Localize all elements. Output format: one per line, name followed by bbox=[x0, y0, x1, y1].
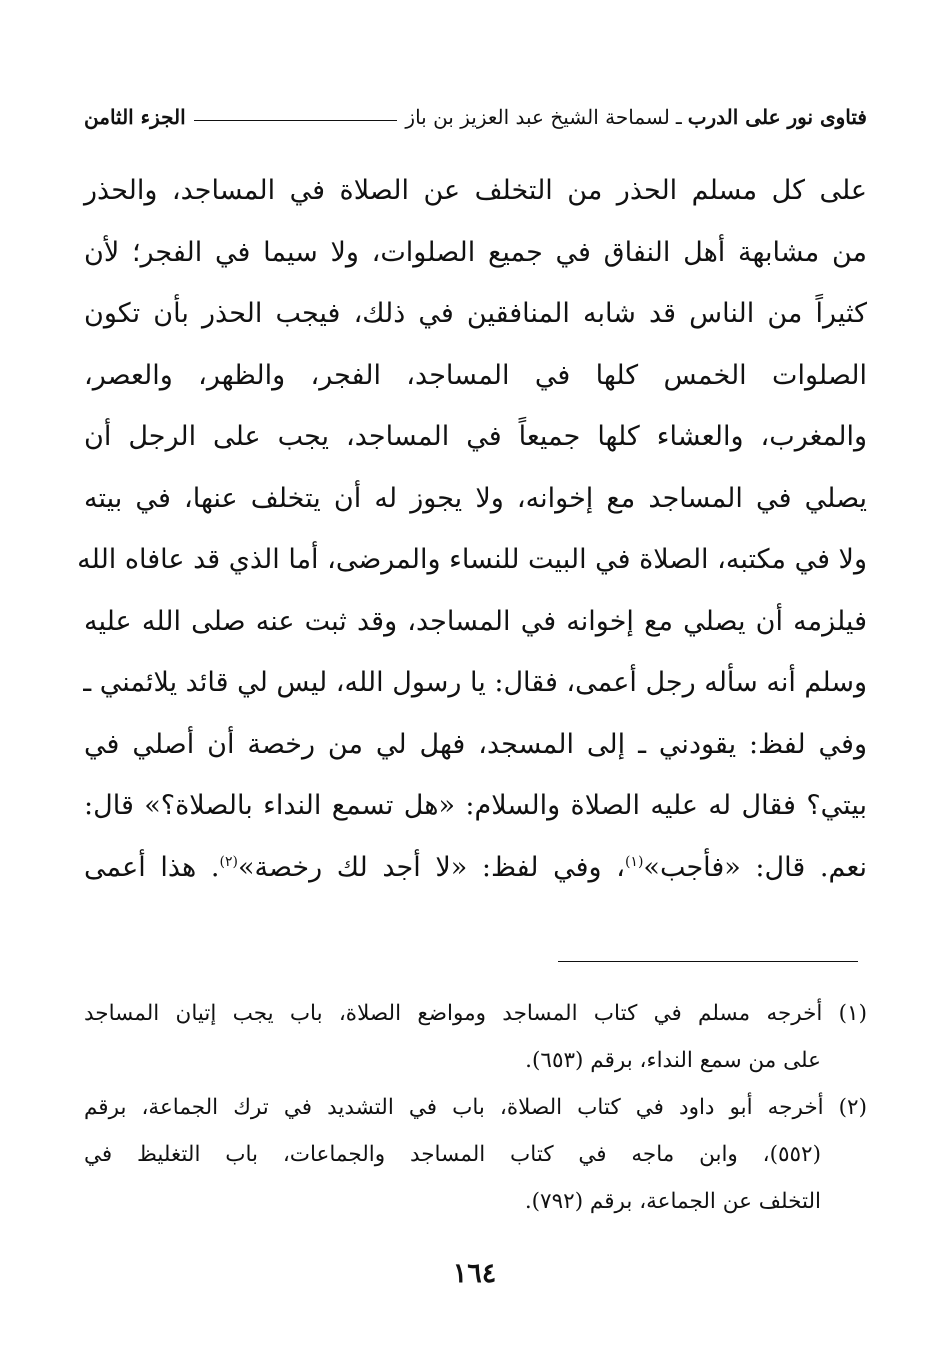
footnote-line: (١) أخرجه مسلم في كتاب المساجد ومواضع الصلاة، باب يجب إتيان المساجد bbox=[84, 1001, 867, 1026]
main-text bbox=[77, 160, 868, 898]
author-name: لسماحة الشيخ عبد العزيز بن باز bbox=[405, 105, 670, 129]
running-header bbox=[84, 100, 867, 134]
text-line: يصلي في المساجد مع إخوانه، ولا يجوز له أن يتخلف عنها، في بيته bbox=[84, 482, 867, 514]
book-title: فتاوى نور على الدرب bbox=[687, 105, 867, 129]
footnote-line: التخلف عن الجماعة، برقم (٧٩٢). bbox=[524, 1189, 821, 1214]
text-line: والمغرب، والعشاء كلها جميعاً في المساجد، يجب على الرجل أن bbox=[84, 421, 867, 452]
last-line-part1: نعم. قال: «فأجب» bbox=[643, 851, 868, 883]
footnote-ref-1[interactable]: (١) bbox=[624, 853, 644, 870]
footnote-2 bbox=[84, 1084, 867, 1225]
header-rule bbox=[194, 120, 398, 121]
part-label: الجزء الثامن bbox=[84, 105, 186, 129]
last-line-part2: ، وفي لفظ: «لا أجد لك رخصة» bbox=[237, 851, 625, 883]
text-line: من مشابهة أهل النفاق في جميع الصلوات، ولا سيما في الفجر؛ لأن bbox=[84, 236, 867, 268]
text-line: الصلوات الخمس كلها في المساجد، الفجر، والظهر، والعصر، bbox=[84, 359, 867, 391]
header-separator: ـ bbox=[675, 105, 682, 129]
footnote-line: (٥٥٢)، وابن ماجه في كتاب المساجد والجماعات، باب التغليظ في bbox=[84, 1142, 821, 1167]
text-line: كثيراً من الناس قد شابه المنافقين في ذلك، فيجب الحذر بأن تكون bbox=[84, 298, 867, 329]
footnote-line: (٢) أخرجه أبو داود في كتاب الصلاة، باب في التشديد في ترك الجماعة، برقم bbox=[84, 1095, 867, 1120]
text-line-last bbox=[84, 837, 867, 899]
footnotes bbox=[84, 990, 867, 1225]
footnote-line: على من سمع النداء، برقم (٦٥٣). bbox=[525, 1048, 821, 1073]
text-line: ولا في مكتبه، الصلاة في البيت للنساء والمرضى، أما الذي قد عافاه الله bbox=[77, 544, 867, 575]
page-number: ١٦٤ bbox=[452, 1258, 497, 1289]
footnote-ref-2[interactable]: (٢) bbox=[219, 853, 238, 870]
text-line: وفي لفظ: يقودني ـ إلى المسجد، فهل لي من رخصة أن أصلي في bbox=[84, 728, 867, 760]
footnote-divider bbox=[558, 961, 858, 962]
text-line: فيلزمه أن يصلي مع إخوانه في المساجد، وقد ثبت عنه صلى الله عليه bbox=[84, 605, 867, 637]
text-line: على كل مسلم الحذر من التخلف عن الصلاة في المساجد، والحذر bbox=[84, 175, 867, 206]
text-line: وسلم أنه سأله رجل أعمى، فقال: يا رسول الله، ليس لي قائد يلائمني ـ bbox=[83, 667, 867, 698]
last-line-part3: . هذا أعمى bbox=[84, 851, 220, 883]
footnote-1 bbox=[84, 990, 867, 1084]
text-line: بيتي؟ فقال له عليه الصلاة والسلام: «هل تسمع النداء بالصلاة؟» قال: bbox=[84, 790, 867, 821]
